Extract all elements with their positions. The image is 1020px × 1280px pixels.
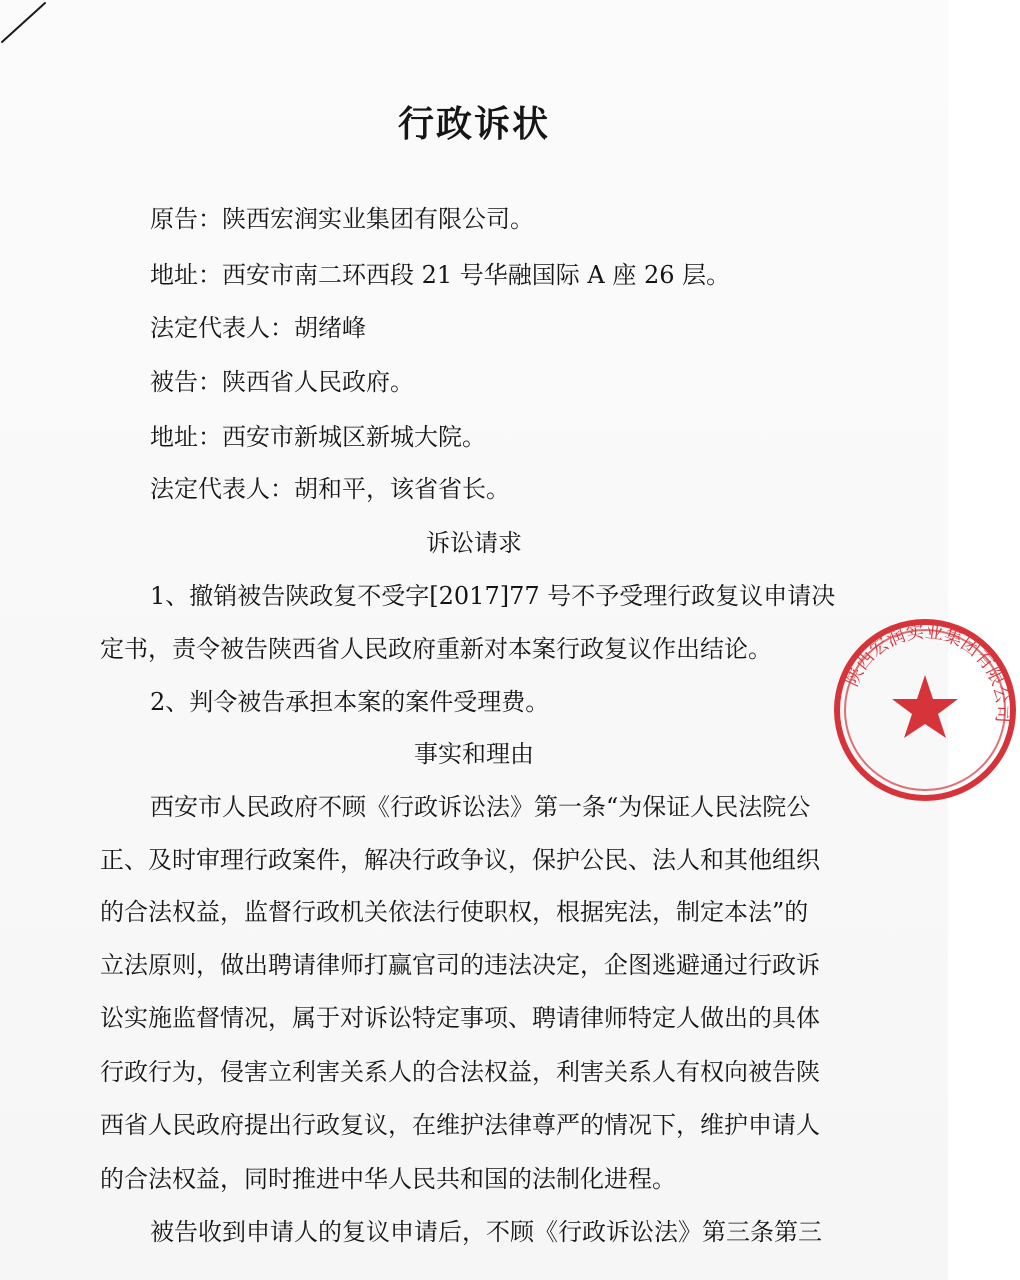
facts-heading: 事实和理由 [414,740,534,768]
facts-line-1: 西安市人民政府不顾《行政诉讼法》第一条“为保证人民法院公 [150,793,811,821]
facts-line-5: 讼实施监督情况，属于对诉讼特定事项、聘请律师特定人做出的具体 [100,1004,820,1032]
plaintiff-address-line: 地址：西安市南二环西段 21 号华融国际 A 座 26 层。 [150,261,731,289]
defendant-line: 被告：陕西省人民政府。 [150,368,414,396]
company-seal [830,615,1020,805]
plaintiff-representative-line: 法定代表人：胡绪峰 [150,314,366,342]
facts-line-2: 正、及时审理行政案件，解决行政争议，保护公民、法人和其他组织 [100,846,820,874]
defendant-representative-line: 法定代表人：胡和平，该省省长。 [150,475,510,503]
claim-2-line: 2、判令被告承担本案的案件受理费。 [150,688,550,716]
claims-heading: 诉讼请求 [426,529,522,557]
facts-line-4: 立法原则，做出聘请律师打赢官司的违法决定，企图逃避通过行政诉 [100,951,820,979]
facts-line-6: 行政行为，侵害立利害关系人的合法权益，利害关系人有权向被告陕 [100,1058,820,1086]
pen-stroke-mark [0,0,60,50]
facts-line-3: 的合法权益，监督行政机关依法行使职权，根据宪法，制定本法”的 [100,898,809,926]
svg-text:陕西宏润实业集团有限公司: 陕西宏润实业集团有限公司 [841,621,1014,724]
defendant-address-line: 地址：西安市新城区新城大院。 [150,423,486,451]
facts-line-8: 的合法权益，同时推进中华人民共和国的法制化进程。 [100,1165,676,1193]
claim-1-line-1: 1、撤销被告陕政复不受字[2017]77 号不予受理行政复议申请决 [150,582,836,610]
facts-line-9: 被告收到申请人的复议申请后，不顾《行政诉讼法》第三条第三 [150,1218,822,1246]
facts-line-7: 西省人民政府提出行政复议，在维护法律尊严的情况下，维护申请人 [100,1111,820,1139]
claim-1-line-2: 定书，责令被告陕西省人民政府重新对本案行政复议作出结论。 [100,635,772,663]
document-title: 行政诉状 [397,103,550,145]
plaintiff-line: 原告：陕西宏润实业集团有限公司。 [150,205,534,233]
